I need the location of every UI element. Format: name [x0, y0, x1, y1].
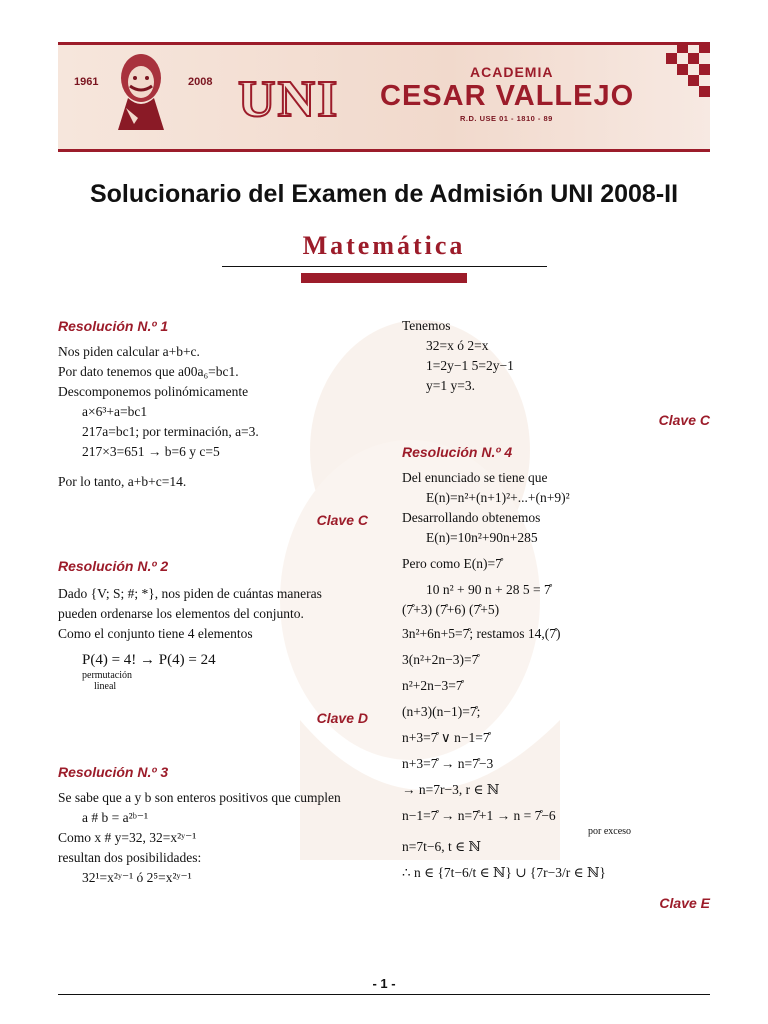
r1-line: a×6³+a=bc1: [82, 404, 148, 419]
resolution-3-heading: Resolución N.º 3: [58, 764, 169, 780]
header-banner: [58, 42, 710, 152]
r4-line: n+3=7̊ → n=7̊−3: [402, 756, 494, 771]
r2-note: lineal: [94, 681, 117, 692]
r3-line: Como x # y=32, 32=x²ʸ⁻¹: [58, 830, 197, 845]
r4-line: n−1=7̊ → n=7̊+1 → n = 7̊−6: [402, 808, 556, 823]
r2-note: permutación: [82, 670, 132, 681]
r2-formula: P(4) = 4! → P(4) = 24: [82, 652, 216, 668]
r4-line: Del enunciado se tiene que: [402, 470, 548, 485]
r1-line: Descomponemos polinómicamente: [58, 384, 249, 399]
r1-line: 217×3=651 → b=6 y c=5: [82, 444, 220, 459]
r4-line: 3(n²+2n−3)=7̊: [402, 652, 479, 667]
r4-line: n²+2n−3=7̊: [402, 678, 463, 693]
r2-answer: Clave D: [316, 710, 368, 726]
r4-line: n+3=7̊ ∨ n−1=7̊: [402, 730, 490, 745]
academy-name: CESAR VALLEJO: [380, 80, 635, 112]
founder-portrait-icon: [108, 48, 174, 130]
r3-line: 32¹=x²ʸ⁻¹ ó 2⁵=x²ʸ⁻¹: [82, 870, 192, 885]
left-column: [58, 318, 368, 888]
r4-line: (7̊+3) (7̊+6) (7̊+5): [402, 602, 500, 617]
r1-line: Por lo tanto, a+b+c=14.: [58, 474, 187, 489]
document-title: Solucionario del Examen de Admisión UNI 2008-II: [89, 180, 679, 208]
r3-line: resultan dos posibilidades:: [58, 850, 202, 865]
footer-rule: [58, 994, 710, 995]
r4-line: ∴ n ∈ {7t−6/t ∈ ℕ} ∪ {7r−3/r ∈ ℕ}: [402, 865, 606, 880]
r3-cont-line: 32=x ó 2=x: [426, 338, 489, 353]
resolution-2-heading: Resolución N.º 2: [58, 558, 169, 574]
r4-note: por exceso: [588, 826, 632, 837]
subject-rule: [222, 266, 547, 267]
r2-line: Dado {V; S; #; *}, nos piden de cuántas maneras: [58, 586, 322, 601]
page-number: - 1 -: [372, 976, 396, 991]
r4-line: Pero como E(n)=7̊: [402, 556, 502, 571]
right-column: [402, 316, 710, 911]
r3-cont-intro: Tenemos: [402, 318, 451, 333]
r1-line: 217a=bc1; por terminación, a=3.: [82, 424, 259, 439]
r4-line: n=7t−6, t ∈ ℕ: [402, 839, 481, 854]
r3-line: Se sabe que a y b son enteros positivos que cumplen: [58, 790, 341, 805]
checker-pattern-icon: [666, 42, 710, 108]
r1-answer: Clave C: [316, 512, 368, 528]
r4-line: 3n²+6n+5=7̊; restamos 14,(7̊): [402, 626, 561, 641]
uni-logo: UNI: [238, 71, 340, 128]
year-right: 2008: [188, 76, 213, 88]
subject-title: Matemática: [302, 231, 466, 260]
banner-top-rule: [58, 42, 710, 45]
r3-line: a # b = a²ᵇ⁻¹: [82, 810, 148, 825]
r1-line: Nos piden calcular a+b+c.: [58, 344, 200, 359]
academy-label: ACADEMIA: [470, 64, 554, 80]
r1-line: Por dato tenemos que a00a₆=bc1.: [58, 364, 239, 379]
r4-line: E(n)=10n²+90n+285: [426, 530, 538, 545]
r3-cont-line: y=1 y=3.: [426, 378, 475, 393]
year-left: 1961: [74, 76, 99, 88]
r4-line: Desarrollando obtenemos: [402, 510, 541, 525]
r3-answer: Clave C: [658, 412, 710, 428]
registry-number: R.D. USE 01 - 1810 - 89: [460, 114, 553, 123]
r2-line: Como el conjunto tiene 4 elementos: [58, 626, 253, 641]
r4-line: (n+3)(n−1)=7̊;: [402, 704, 481, 719]
banner-bottom-rule: [58, 149, 710, 152]
resolution-4-heading: Resolución N.º 4: [402, 444, 513, 460]
r4-line: E(n)=n²+(n+1)²+...+(n+9)²: [426, 490, 570, 505]
r4-line: → n=7r−3, r ∈ ℕ: [402, 782, 500, 797]
subject-bar: [301, 273, 467, 283]
r3-cont-line: 1=2y−1 5=2y−1: [426, 358, 514, 373]
r4-answer: Clave E: [659, 895, 710, 911]
r2-line: pueden ordenarse los elementos del conjunto.: [58, 606, 304, 621]
resolution-1-heading: Resolución N.º 1: [58, 318, 169, 334]
r4-line: 10 n² + 90 n + 28 5 = 7̊: [426, 582, 551, 597]
